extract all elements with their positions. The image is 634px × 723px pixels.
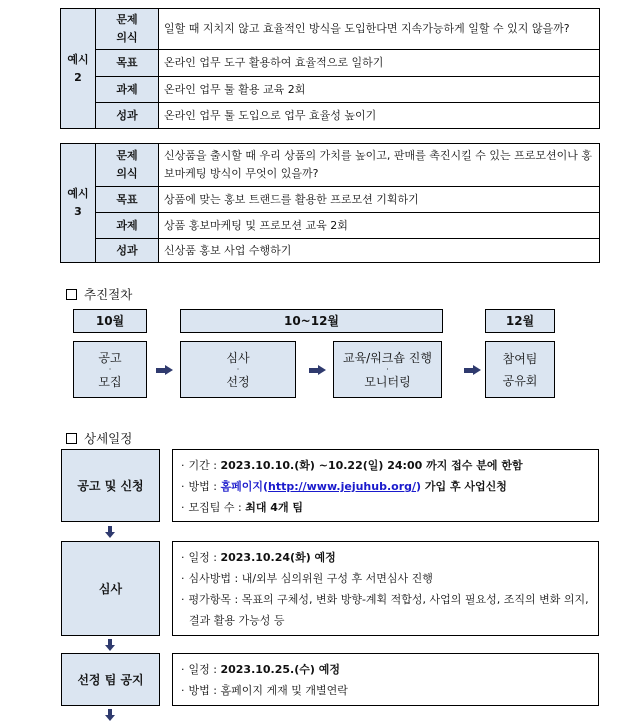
detail-value: 최대 4개 팀 bbox=[245, 501, 304, 514]
down-arrow-icon bbox=[105, 639, 115, 651]
detail-item: · 평가항목 : 목표의 구체성, 변화 방향-계획 적합성, 사업의 필요성, 조직의 변화 의지, 결과 활용 가능성 등 bbox=[181, 593, 589, 627]
row-text: 신상품을 출시할 때 우리 상품의 가치를 높이고, 판매를 촉진시킬 수 있는 프로모션이나 홍보마케팅 방식이 무엇이 있을까? bbox=[159, 144, 600, 187]
step-line: 선정 bbox=[226, 374, 250, 389]
example-2-table bbox=[60, 8, 600, 129]
detail-value: 목표의 구체성, 변화 방향-계획 적합성, 사업의 필요성, 조직의 변화 의지, 결과 활용 가능성 등 bbox=[189, 593, 589, 627]
month-box: 10월 bbox=[73, 309, 147, 333]
step-line: 교육/워크숍 진행 bbox=[342, 350, 432, 365]
right-arrow-icon bbox=[464, 365, 481, 375]
detail-label: 기간 : bbox=[188, 459, 221, 472]
detail-label: 방법 : bbox=[188, 684, 221, 697]
detail-value: 2023.10.25.(수) 예정 bbox=[220, 663, 340, 676]
row-head: 문제 의식 bbox=[96, 9, 159, 50]
stage-details bbox=[172, 653, 599, 706]
stage-details bbox=[172, 449, 599, 522]
step-line: 공유회 bbox=[502, 373, 538, 388]
row-head: 과제 bbox=[96, 213, 159, 239]
step-line: 참여팀 bbox=[502, 351, 538, 366]
row-text: 온라인 업무 툴 활용 교육 2회 bbox=[159, 77, 600, 103]
month-box: 12월 bbox=[485, 309, 555, 333]
detail-value: 2023.10.10.(화) ~10.22(일) 24:00 까지 접수 분에 한함 bbox=[220, 459, 523, 472]
detail-value: 가입 후 사업신청 bbox=[421, 480, 507, 493]
row-text: 신상품 홍보 사업 수행하기 bbox=[159, 239, 600, 263]
row-head: 문제 의식 bbox=[96, 144, 159, 187]
row-head: 목표 bbox=[96, 187, 159, 213]
detail-item: · 모집팀 수 : 최대 4개 팀 bbox=[181, 501, 304, 514]
stage-box: 공고 및 신청 bbox=[61, 449, 160, 522]
detail-value: 2023.10.24(화) 예정 bbox=[220, 551, 336, 564]
detail-label: 방법 : bbox=[188, 480, 221, 493]
step-line: 심사 bbox=[226, 350, 250, 365]
step-sep: · bbox=[236, 364, 240, 374]
row-text: 온라인 업무 툴 도입으로 업무 효율성 높이기 bbox=[159, 103, 600, 129]
step-box bbox=[485, 341, 555, 398]
detail-label: 일정 : bbox=[188, 551, 221, 564]
detail-value: 내/외부 심의위원 구성 후 서면심사 진행 bbox=[241, 572, 433, 585]
detail-label: 일정 : bbox=[188, 663, 221, 676]
example-label: 예시 3 bbox=[61, 144, 96, 263]
stage-details bbox=[172, 541, 599, 636]
down-arrow-icon bbox=[105, 526, 115, 538]
row-head: 과제 bbox=[96, 77, 159, 103]
right-arrow-icon bbox=[156, 365, 173, 375]
homepage-link[interactable]: http://www.jejuhub.org/ bbox=[267, 480, 417, 493]
detail-label: 평가항목 : bbox=[188, 593, 242, 606]
row-text: 상품에 맞는 홍보 트랜드를 활용한 프로모션 기획하기 bbox=[159, 187, 600, 213]
step-sep: · bbox=[386, 364, 389, 374]
month-box: 10~12월 bbox=[180, 309, 443, 333]
detail-item: · 방법 : 홈페이지 게재 및 개별연락 bbox=[181, 684, 348, 697]
row-head: 성과 bbox=[96, 239, 159, 263]
row-head: 성과 bbox=[96, 103, 159, 129]
checkbox-square-icon bbox=[66, 289, 77, 300]
row-head: 목표 bbox=[96, 50, 159, 77]
step-box bbox=[333, 341, 442, 398]
stage-box: 선정 팀 공지 bbox=[61, 653, 160, 706]
step-sep: · bbox=[108, 364, 112, 374]
detail-item: · 일정 : 2023.10.24(화) 예정 bbox=[181, 551, 336, 564]
row-text: 일할 때 지치지 않고 효율적인 방식을 도입한다면 지속가능하게 일할 수 있지 않을까? bbox=[159, 9, 600, 50]
example-label: 예시 2 bbox=[61, 9, 96, 129]
right-arrow-icon bbox=[309, 365, 326, 375]
detail-item: · 심사방법 : 내/외부 심의위원 구성 후 서면심사 진행 bbox=[181, 572, 433, 585]
step-line: 공고 bbox=[98, 350, 122, 365]
procedure-title: 추진절차 bbox=[84, 287, 133, 302]
detail-label: 심사방법 : bbox=[188, 572, 242, 585]
detail-item: · 기간 : 2023.10.10.(화) ~10.22(일) 24:00 까지 접수 분에 한함 bbox=[181, 459, 523, 472]
down-arrow-icon bbox=[105, 709, 115, 721]
detail-value: 홈페이지 게재 및 개별연락 bbox=[220, 684, 348, 697]
detail-item: · 일정 : 2023.10.25.(수) 예정 bbox=[181, 663, 340, 676]
detail-item: · 방법 : 홈페이지(http://www.jejuhub.org/) 가입 후 사업신청 bbox=[181, 480, 507, 493]
schedule-heading bbox=[66, 429, 132, 447]
stage-box: 심사 bbox=[61, 541, 160, 636]
row-text: 상품 홍보마케팅 및 프로모션 교육 2회 bbox=[159, 213, 600, 239]
link-suffix: ) bbox=[416, 480, 422, 493]
step-box bbox=[73, 341, 147, 398]
checkbox-square-icon bbox=[66, 433, 77, 444]
schedule-title: 상세일정 bbox=[84, 431, 133, 446]
link-prefix: 홈페이지( bbox=[220, 480, 268, 493]
example-3-table bbox=[60, 143, 600, 263]
step-box bbox=[180, 341, 296, 398]
procedure-heading bbox=[66, 285, 132, 303]
step-line: 모집 bbox=[98, 374, 122, 389]
detail-label: 모집팀 수 : bbox=[188, 501, 246, 514]
step-line: 모니터링 bbox=[364, 374, 411, 389]
row-text: 온라인 업무 도구 활용하여 효율적으로 일하기 bbox=[159, 50, 600, 77]
